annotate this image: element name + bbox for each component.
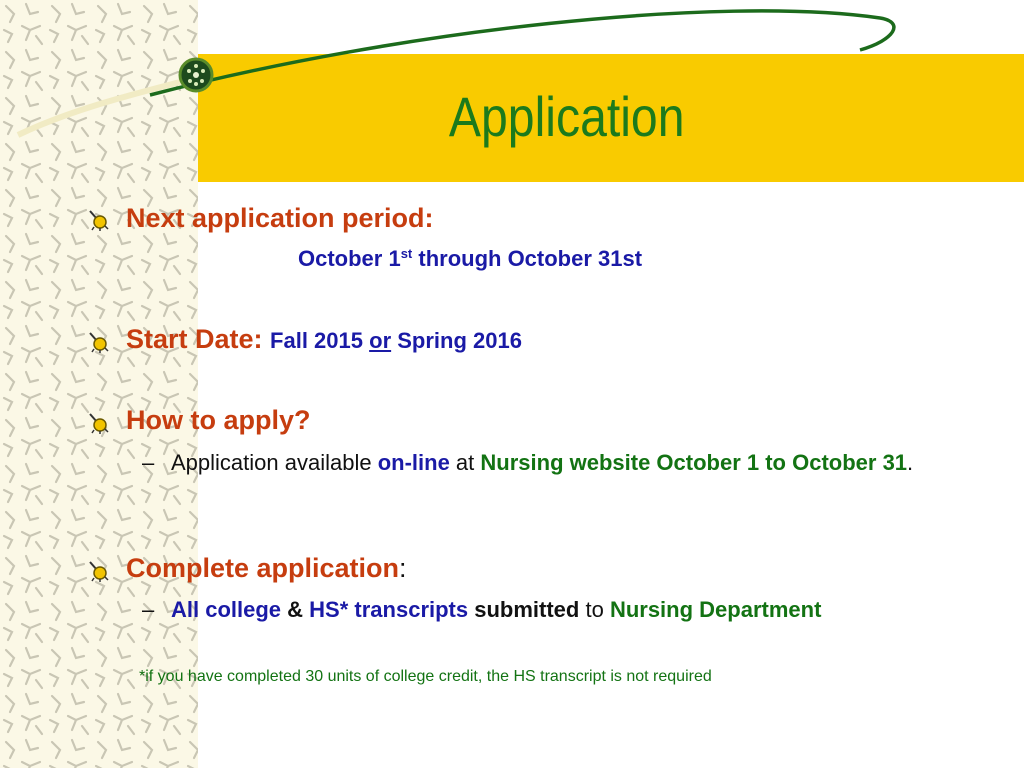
heading-how-to-apply: How to apply? (126, 405, 311, 435)
start-date-value (270, 328, 522, 353)
date-prefix: October 1 (298, 246, 401, 271)
apply-at: at (449, 450, 481, 475)
bullet-icon (88, 331, 110, 353)
apply-end: . (907, 450, 914, 475)
bullet-icon (88, 209, 110, 231)
start-spring: Spring 2016 (391, 328, 522, 353)
hs-transcripts: HS* transcripts (309, 597, 469, 622)
start-or: or (369, 328, 392, 353)
application-period-dates (298, 246, 642, 272)
apply-online: on-line (377, 450, 450, 475)
dash-marker: – (142, 450, 155, 475)
complete-application-label: Complete application (126, 553, 400, 583)
start-date-label: Start Date: (126, 324, 263, 354)
transcripts-detail (171, 595, 821, 625)
date-superscript: st (400, 246, 413, 261)
bullet-icon (88, 412, 110, 434)
dash-marker: – (142, 597, 155, 622)
footnote: *if you have completed 30 units of college credit, the HS transcript is not required (139, 668, 712, 685)
to-text: to (579, 597, 610, 622)
submitted: submitted (468, 597, 580, 622)
colon: : (399, 553, 407, 583)
apply-text: Application available (171, 450, 378, 475)
how-to-apply-detail (171, 448, 941, 478)
heading-next-application-period: Next application period: (126, 203, 434, 233)
date-suffix: through October 31st (412, 246, 643, 271)
ampersand: & (281, 597, 310, 622)
heading-start-date (126, 324, 522, 355)
nursing-department: Nursing Department (609, 597, 822, 622)
heading-complete-application (126, 553, 407, 584)
all-college: All college (171, 597, 282, 622)
bullet-icon (88, 560, 110, 582)
apply-website: Nursing website October 1 to October 31 (480, 450, 908, 475)
start-fall: Fall 2015 (270, 328, 370, 353)
page-title: Application (448, 85, 685, 148)
